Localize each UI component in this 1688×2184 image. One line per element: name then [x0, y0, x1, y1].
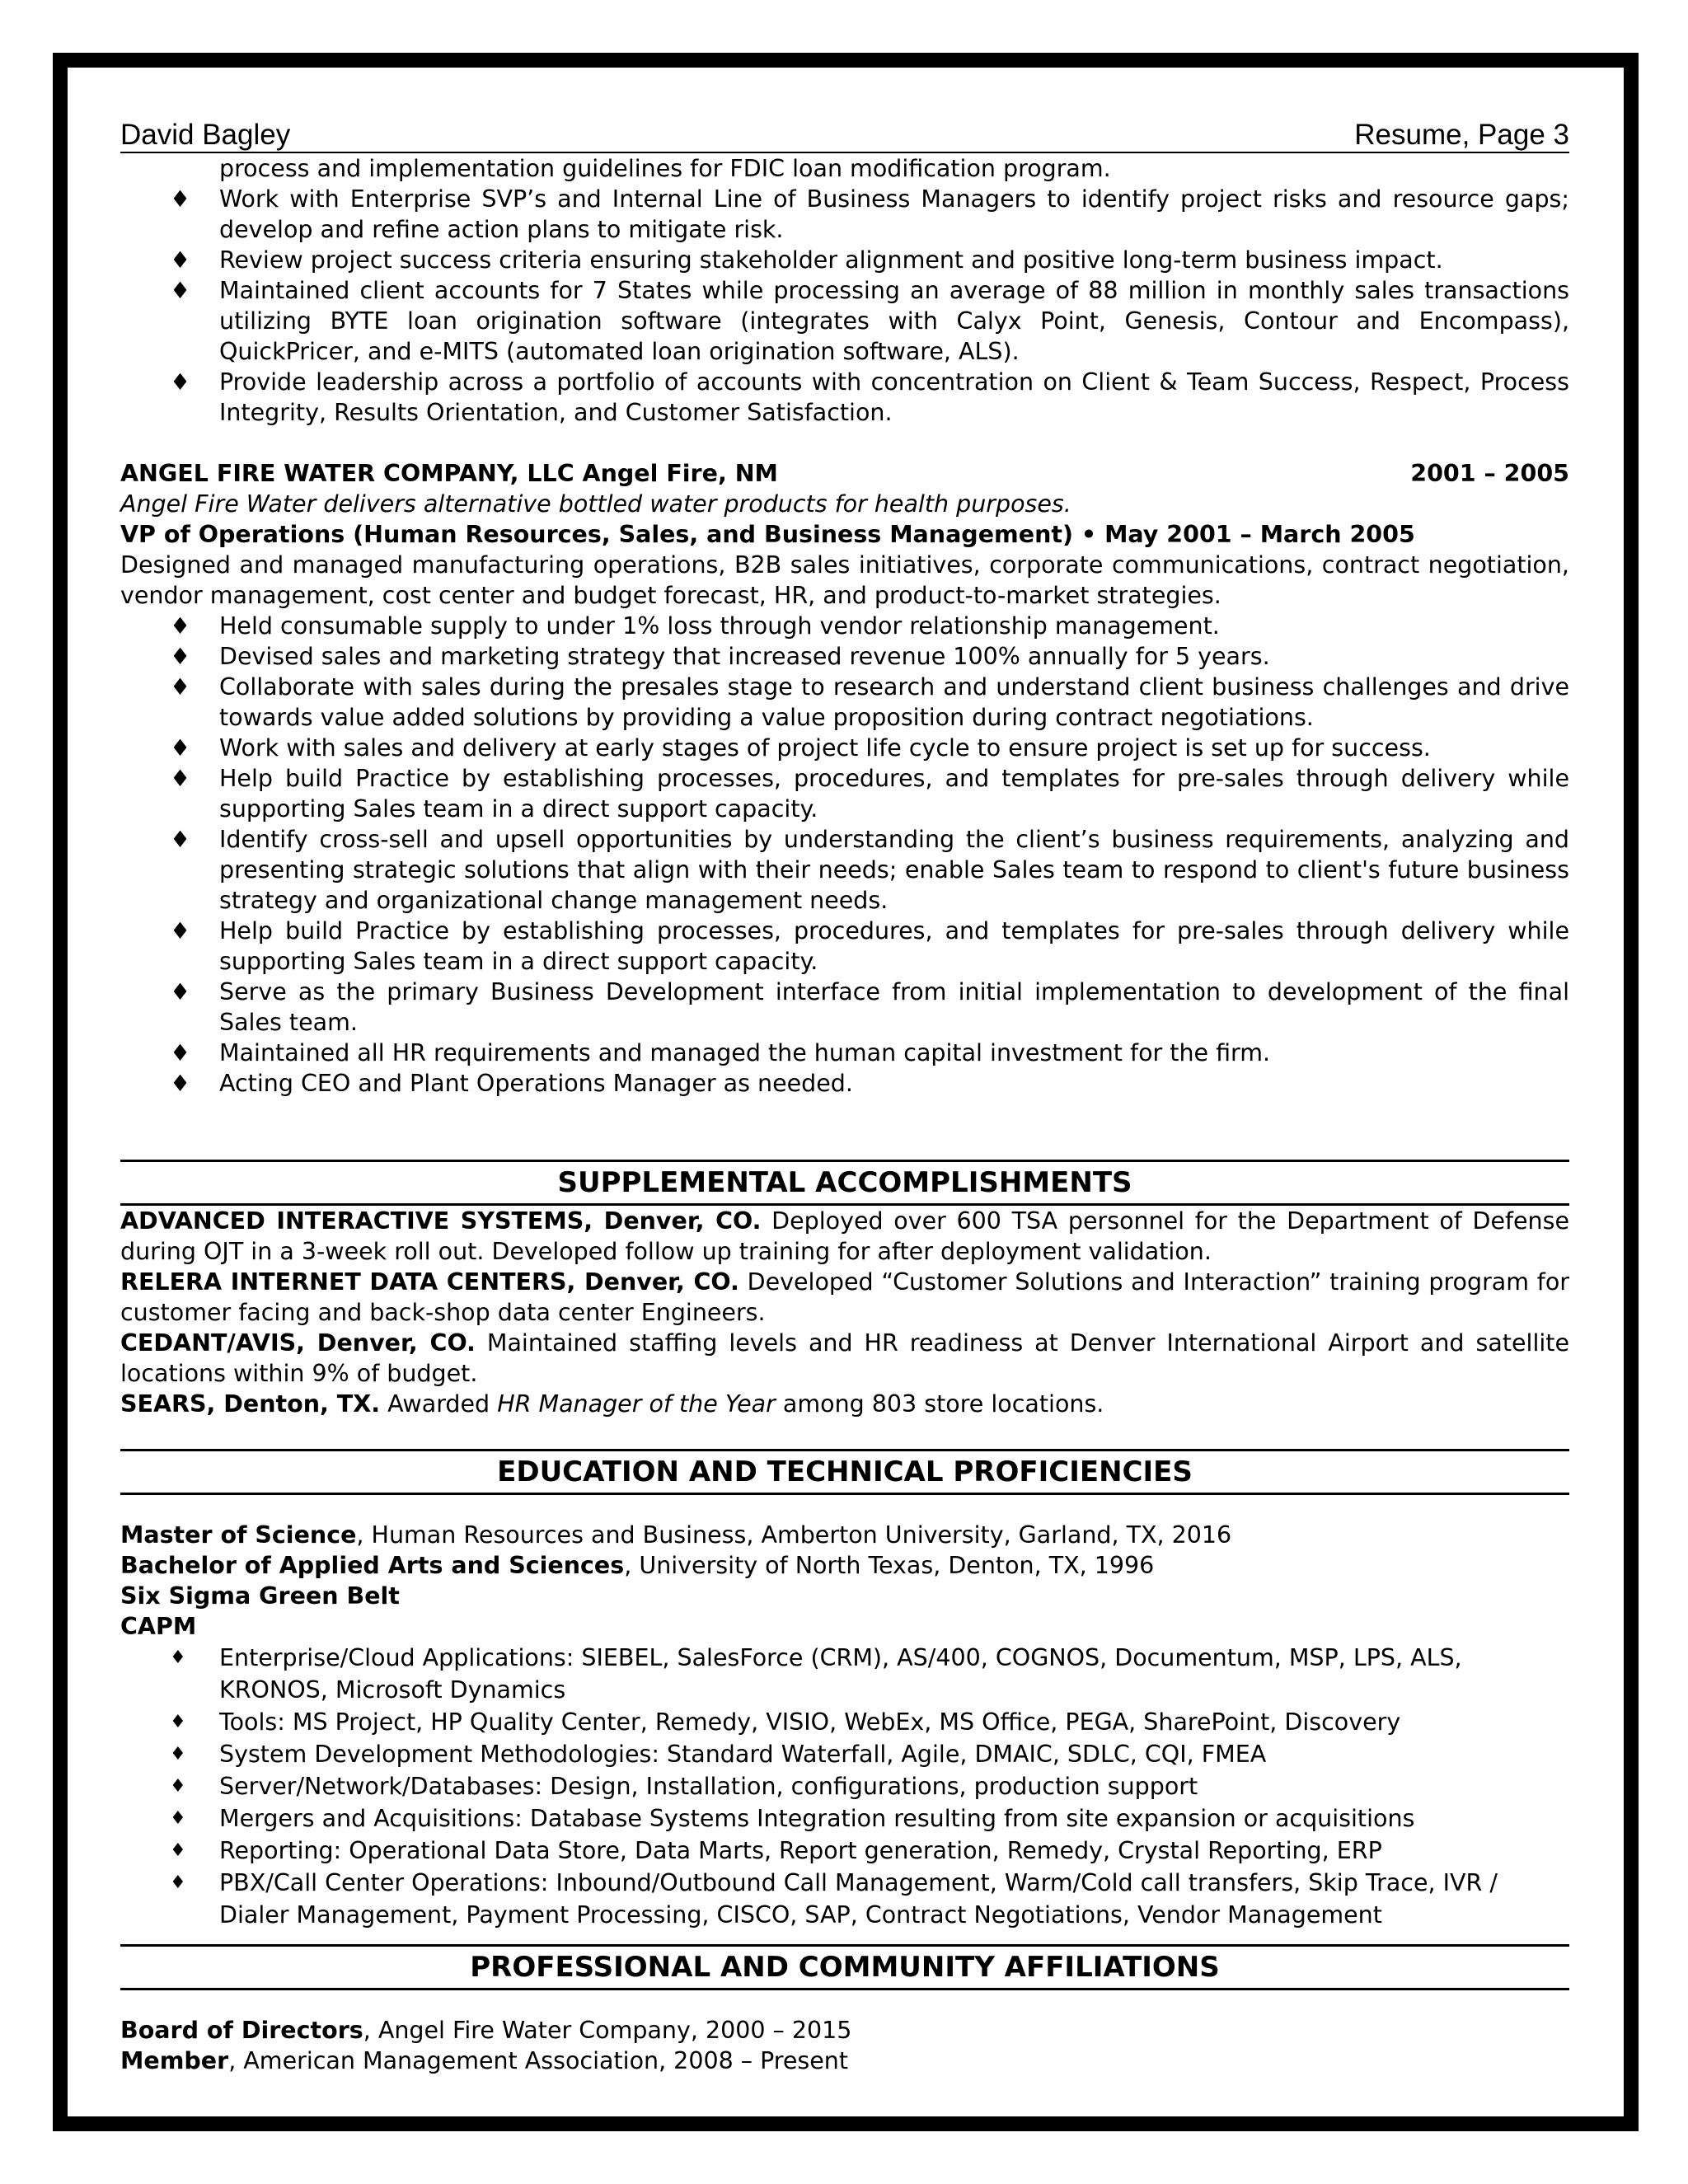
diamond-bullet-icon: ♦	[170, 246, 191, 274]
affiliation-item: Board of Directors, Angel Fire Water Company, 2000 – 2015	[120, 2017, 852, 2044]
diamond-bullet-icon: ♦	[170, 765, 191, 792]
list-item: ♦ Collaborate with sales during the presales stage to research and understand client business challenges and drive towards value added solutions by providing a value proposition during contract negotiations.	[170, 673, 1569, 731]
list-item: ♦ Review project success criteria ensuring stakeholder alignment and positive long-term business impact.	[170, 246, 1443, 274]
diamond-bullet-icon: ♦	[170, 673, 191, 701]
diamond-bullet-icon: ♦	[170, 826, 191, 853]
diamond-bullet-icon: ♦	[170, 277, 191, 304]
skills-bullets	[120, 1642, 1569, 1931]
affiliation-item: Member, American Management Association, 2008 – Present	[120, 2047, 849, 2074]
list-item: ♦ Server/Network/Databases: Design, Installation, configurations, production support	[120, 1770, 1569, 1802]
page-label: Resume, Page 3	[1354, 119, 1569, 151]
job-bullets	[120, 611, 1569, 1099]
diamond-bullet-icon: ♦	[170, 1744, 186, 1765]
cert-item: CAPM	[120, 1613, 197, 1640]
company-name: ANGEL FIRE WATER COMPANY, LLC Angel Fire, NM	[120, 460, 778, 487]
list-item: ♦ Enterprise/Cloud Applications: SIEBEL, SalesForce (CRM), AS/400, COGNOS, Documentum, MSP, LPS, ALS, KRONOS, Microsoft Dynamics	[120, 1642, 1569, 1706]
accomplishment-item: RELERA INTERNET DATA CENTERS, Denver, CO. Developed “Customer Solutions and Interaction” training program for customer facing and back-shop data center Engineers.	[120, 1268, 1569, 1326]
job-heading	[120, 458, 1569, 489]
section-title-supplemental: SUPPLEMENTAL ACCOMPLISHMENTS	[120, 1160, 1569, 1206]
list-item: ♦ Work with Enterprise SVP’s and Internal Line of Business Managers to identify project risks and resource gaps; develop and refine action plans to mitigate risk.	[170, 185, 1569, 243]
section-title-affiliations: PROFESSIONAL AND COMMUNITY AFFILIATIONS	[120, 1944, 1569, 1990]
degree-item: Master of Science, Human Resources and Business, Amberton University, Garland, TX, 2016	[120, 1521, 1232, 1549]
cert-item: Six Sigma Green Belt	[120, 1582, 400, 1610]
list-item: ♦ Help build Practice by establishing processes, procedures, and templates for pre-sales through delivery while supporting Sales team in a direct support capacity.	[170, 917, 1569, 975]
job-summary: Designed and managed manufacturing operations, B2B sales initiatives, corporate communications, contract negotiation, vendor management, cost center and budget forecast, HR, and product-to-market strategies.	[120, 551, 1569, 609]
job-dates: 2001 – 2005	[1410, 460, 1569, 487]
candidate-name: David Bagley	[120, 119, 291, 151]
list-item: ♦ Serve as the primary Business Development interface from initial implementation to development of the final Sales team.	[170, 978, 1569, 1036]
list-item: ♦ Provide leadership across a portfolio of accounts with concentration on Client & Team Success, Respect, Process Integrity, Results Orientation, and Customer Satisfaction.	[170, 368, 1569, 426]
diamond-bullet-icon: ♦	[170, 917, 191, 944]
list-item: ♦ System Development Methodologies: Standard Waterfall, Agile, DMAIC, SDLC, CQI, FMEA	[120, 1738, 1569, 1770]
list-item: ♦ Maintained all HR requirements and managed the human capital investment for the firm.	[170, 1039, 1271, 1066]
list-item: ♦ Mergers and Acquisitions: Database Systems Integration resulting from site expansion or acquisitions	[120, 1802, 1569, 1835]
accomplishment-item: SEARS, Denton, TX. Awarded HR Manager of the Year among 803 store locations.	[120, 1390, 1104, 1418]
diamond-bullet-icon: ♦	[170, 1070, 191, 1097]
list-item: ♦ PBX/Call Center Operations: Inbound/Outbound Call Management, Warm/Cold call transfers, Skip Trace, IVR / Dialer Management, Payment Processing, CISCO, SAP, Contract Negotiations, Vendor Management	[120, 1867, 1569, 1931]
list-item: ♦ Help build Practice by establishing processes, procedures, and templates for pre-sales through delivery while supporting Sales team in a direct support capacity.	[170, 765, 1569, 823]
list-item: ♦ Identify cross-sell and upsell opportunities by understanding the client’s business requirements, analyzing and presenting strategic solutions that align with their needs; enable Sales team to respond to client's future business strategy and organizational change management needs.	[170, 826, 1569, 914]
resume-page	[120, 119, 1569, 2076]
diamond-bullet-icon: ♦	[170, 1712, 186, 1732]
company-description: Angel Fire Water delivers alternative bottled water products for health purposes.	[120, 490, 1071, 518]
page-header	[120, 119, 1569, 153]
list-item: ♦ Tools: MS Project, HP Quality Center, Remedy, VISIO, WebEx, MS Office, PEGA, SharePoint, Discovery	[120, 1706, 1569, 1738]
continued-bullet-text: process and implementation guidelines for FDIC loan modification program.	[219, 155, 1111, 182]
accomplishment-item: ADVANCED INTERACTIVE SYSTEMS, Denver, CO. Deployed over 600 TSA personnel for the Department of Defense during OJT in a 3-week roll out. Developed follow up training for after deployment validation.	[120, 1207, 1569, 1265]
diamond-bullet-icon: ♦	[170, 1039, 191, 1066]
list-item: ♦ Reporting: Operational Data Store, Data Marts, Report generation, Remedy, Crystal Reporting, ERP	[120, 1835, 1569, 1867]
list-item: ♦ Acting CEO and Plant Operations Manager as needed.	[170, 1070, 853, 1097]
diamond-bullet-icon: ♦	[170, 368, 191, 396]
job-title: VP of Operations (Human Resources, Sales, and Business Management) • May 2001 – March 2005	[120, 521, 1415, 548]
diamond-bullet-icon: ♦	[170, 1808, 186, 1829]
diamond-bullet-icon: ♦	[170, 1872, 186, 1893]
accomplishment-item: CEDANT/AVIS, Denver, CO. Maintained staffing levels and HR readiness at Denver International Airport and satellite locations within 9% of budget.	[120, 1329, 1569, 1387]
diamond-bullet-icon: ♦	[170, 612, 191, 640]
list-item: ♦ Maintained client accounts for 7 States while processing an average of 88 million in monthly sales transactions utilizing BYTE loan origination software (integrates with Calyx Point, Genesis, Contour and Encompass), QuickPricer, and e-MITS (automated loan origination software, ALS).	[170, 277, 1569, 365]
list-item: ♦ Held consumable supply to under 1% loss through vendor relationship management.	[170, 612, 1220, 640]
diamond-bullet-icon: ♦	[170, 1647, 186, 1668]
diamond-bullet-icon: ♦	[170, 1776, 186, 1797]
diamond-bullet-icon: ♦	[170, 734, 191, 762]
list-item: ♦ Devised sales and marketing strategy that increased revenue 100% annually for 5 years.	[170, 643, 1270, 670]
degree-item: Bachelor of Applied Arts and Sciences, University of North Texas, Denton, TX, 1996	[120, 1552, 1155, 1579]
diamond-bullet-icon: ♦	[170, 978, 191, 1005]
diamond-bullet-icon: ♦	[170, 643, 191, 670]
diamond-bullet-icon: ♦	[170, 185, 191, 213]
diamond-bullet-icon: ♦	[170, 1840, 186, 1861]
section-title-education: EDUCATION AND TECHNICAL PROFICIENCIES	[120, 1449, 1569, 1495]
prev-job-bullets	[120, 184, 1569, 428]
list-item: ♦ Work with sales and delivery at early stages of project life cycle to ensure project is set up for success.	[170, 734, 1431, 762]
